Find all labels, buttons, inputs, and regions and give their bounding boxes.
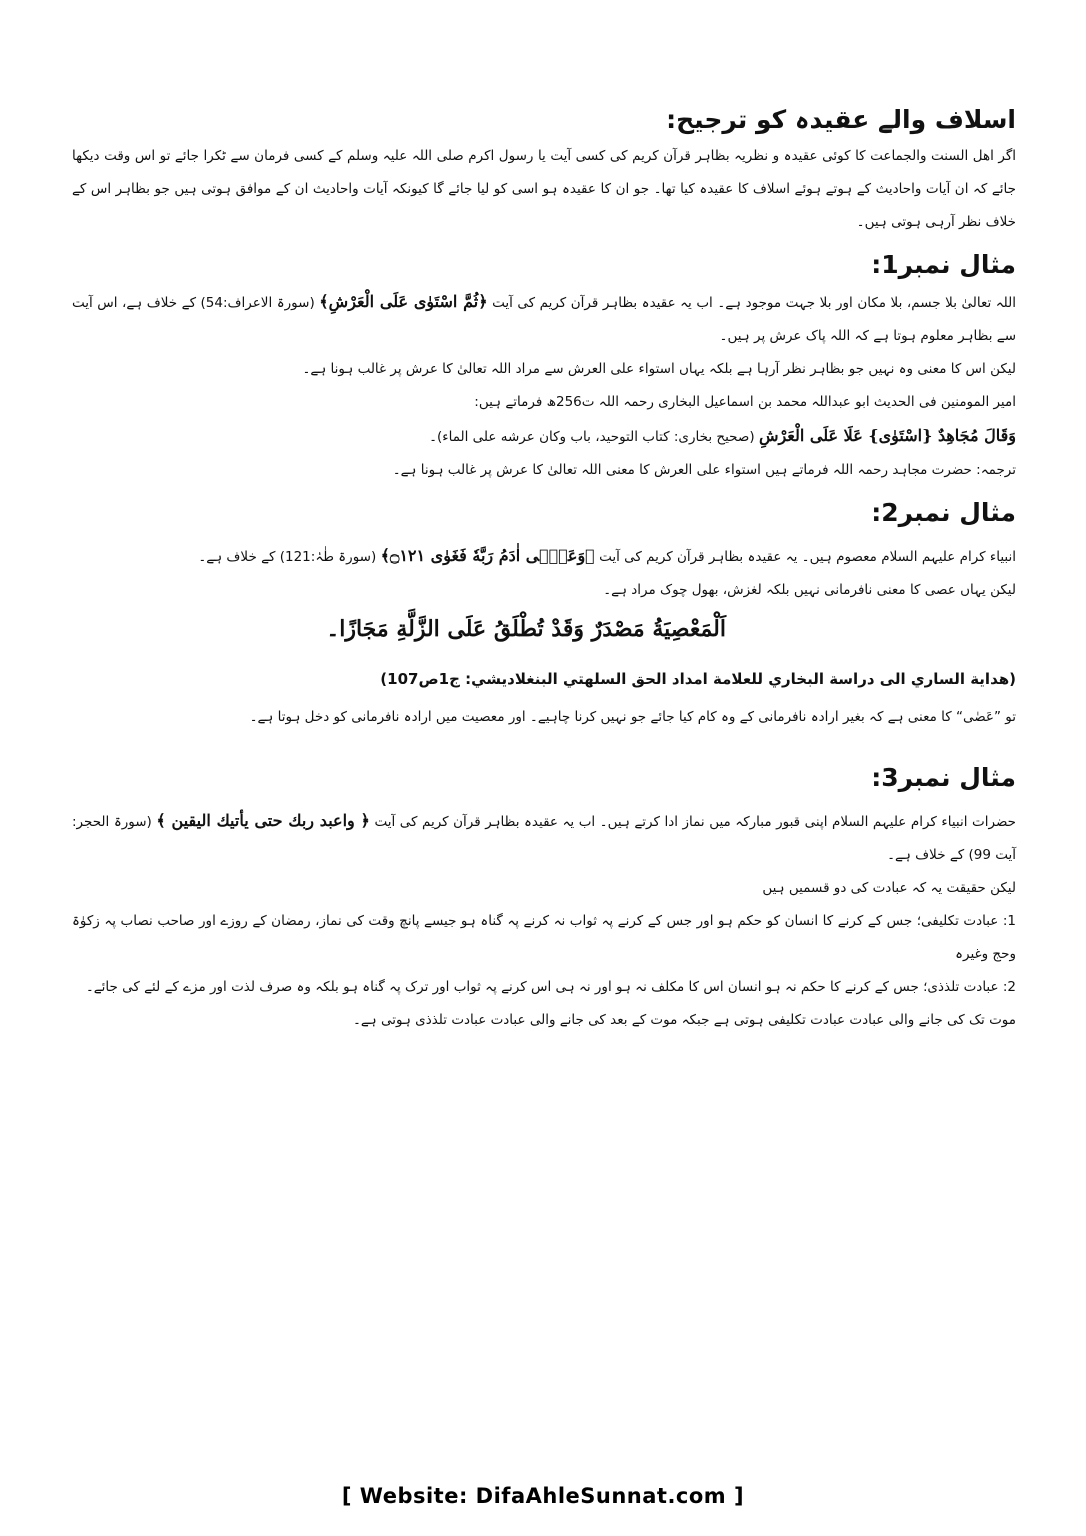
example-2-line-1-pre: انبیاء کرام علیہم السلام معصوم ہیں۔ یہ عقیدہ بظاہر قرآن کریم کی آیت: [599, 549, 1016, 565]
example-2-reference: (هداية الساري الى دراسة البخاري للعلامة امداد الحق السلهتي البنغلاديشي: ج1ص107): [380, 670, 1016, 688]
example-1-line-2: لیکن اس کا معنی وہ نہیں جو بظاہر نظر آرہا ہے بلکہ یہاں استواء علی العرش سے مراد اللہ تعالیٰ کا عرش پر غالب ہونا ہے۔: [302, 361, 1016, 377]
section-title-intro: اسلاف والے عقیدہ کو ترجیح:: [666, 105, 1016, 134]
example-2-line-1-post: (سورۃ طٰہٰ:121) کے خلاف ہے۔: [198, 549, 377, 565]
example-2-line-3: تو ”عَصٰی“ کا معنی ہے کہ بغیر ارادہ نافرمانی کے وہ کام کیا جائے جو نہیں کرنا چاہیے۔ اور معصیت میں ارادہ نافرمانی کو دخل ہوتا ہے۔: [249, 709, 1016, 725]
example-3-item-1: 1: عبادت تکلیفی؛ جس کے کرنے کا انسان کو حکم ہو اور جس کے کرنے پہ ثواب نہ کرنے پہ گناہ ہو جیسے پانچ وقت کی نماز، رمضان کے روزے اور صاحب نصاب پہ زکوٰۃ وحج وغیرہ: [72, 913, 1016, 962]
example-3-line-1: [72, 804, 1016, 872]
example-1-line-3: امیر المومنین فی الحدیث ابو عبداللہ محمد بن اسماعیل البخاری رحمہ اللہ ت256ھ فرماتے ہیں:: [474, 394, 1016, 410]
example-2-line-2: لیکن یہاں عصی کا معنی نافرمانی نہیں بلکہ لغزش، بھول چوک مراد ہے۔: [603, 582, 1016, 598]
example-2-ayah: ﴿وَعَصٰۤى اٰدَمُ رَبَّهٗ فَغَوٰى ۝۱۲۱﴾: [380, 546, 595, 565]
example-3-item-2: 2: عبادت تلذذی؛ جس کے کرنے کا حکم نہ ہو انسان اس کا مکلف نہ ہو اور نہ ہی اس کرنے پہ ثواب اور ترک پہ گناہ ہو بلکہ وہ صرف لذت اور مزے کے لئے کی جائے۔: [85, 979, 1016, 995]
section-title-example-1: مثال نمبر1:: [871, 250, 1016, 279]
website-footer: [ Website: DifaAhleSunnat.com ]: [341, 1484, 745, 1508]
example-1-line-1-post: (سورۃ الاعراف:54) کے خلاف ہے، اس آیت سے بظاہر معلوم ہوتا ہے کہ اللہ پاک عرش پر ہیں۔: [72, 295, 1016, 344]
section-title-example-3: مثال نمبر3:: [871, 763, 1016, 792]
example-3-ayah: ﴿ واعبد ربك حتى يأتيك اليقين ﴾: [156, 811, 370, 830]
example-1-line-1-pre: اللہ تعالیٰ بلا جسم، بلا مکان اور بلا جہت موجود ہے۔ اب یہ عقیدہ بظاہر قرآن کریم کی آیت: [492, 295, 1017, 311]
example-3-conclusion: موت تک کی جانے والی عبادت عبادت تکلیفی ہوتی ہے جبکہ موت کے بعد کی جانے والی عبادت عبادت تلذذی ہوتی ہے۔: [352, 1012, 1016, 1028]
intro-paragraph: اگر اھل السنت والجماعت کا کوئی عقیدہ و نظریہ بظاہر قرآن کریم کی کسی آیت یا رسول اکرم صلی اللہ علیہ وسلم کے کسی فرمان سے ٹکرا جائے تو اس وقت دیکھا جائے کہ ان آیات واحادیث کے ہوتے ہوئے اسلاف کا عقیدہ کیا تھا۔ جو ان کا عقیدہ ہو اسی کو لیا جائے گا کیونکہ آیات واحادیث ان کے موافق ہوتی ہیں جو بظاہر اس کے خلاف نظر آرہی ہوتی ہیں۔: [72, 148, 1016, 230]
example-1-arabic-quote: وَقَالَ مُجَاهِدٌ {اسْتَوٰى} عَلَا عَلَى الْعَرْشِ: [758, 426, 1016, 445]
example-1-line-4: [72, 419, 1016, 454]
page-content: [72, 100, 1016, 1037]
example-1-line-1: [72, 285, 1016, 353]
example-2-line-1: [72, 539, 1016, 574]
example-1-reference: (صحیح بخاری: کتاب التوحید، باب وکان عرشه علی الماء)۔: [429, 429, 755, 445]
example-3-line-2: لیکن حقیقت یہ کہ عبادت کی دو قسمیں ہیں: [762, 880, 1016, 896]
example-3-line-1-post: (سورۃ الحجر: آیت 99) کے خلاف ہے۔: [72, 814, 1016, 863]
example-3-line-1-pre: حضرات انبیاء کرام علیہم السلام اپنی قبور مبارکہ میں نماز ادا کرتے ہیں۔ اب یہ عقیدہ بظاہر قرآن کریم کی آیت: [374, 814, 1016, 830]
example-2-arabic-quote: اَلْمَعْصِيَةُ مَصْدَرٌ وَقَدْ تُطْلَقُ عَلَى الزَّلَّةِ مَجَازًا۔: [326, 616, 726, 642]
example-1-translation: ترجمہ: حضرت مجاہد رحمہ اللہ فرماتے ہیں استواء علی العرش کا معنی اللہ تعالیٰ کا عرش پر غالب ہونا ہے۔: [392, 462, 1016, 478]
example-1-ayah: ﴿ثُمَّ اسْتَوٰى عَلَى الْعَرْشِ﴾: [319, 292, 488, 311]
section-title-example-2: مثال نمبر2:: [871, 498, 1016, 527]
